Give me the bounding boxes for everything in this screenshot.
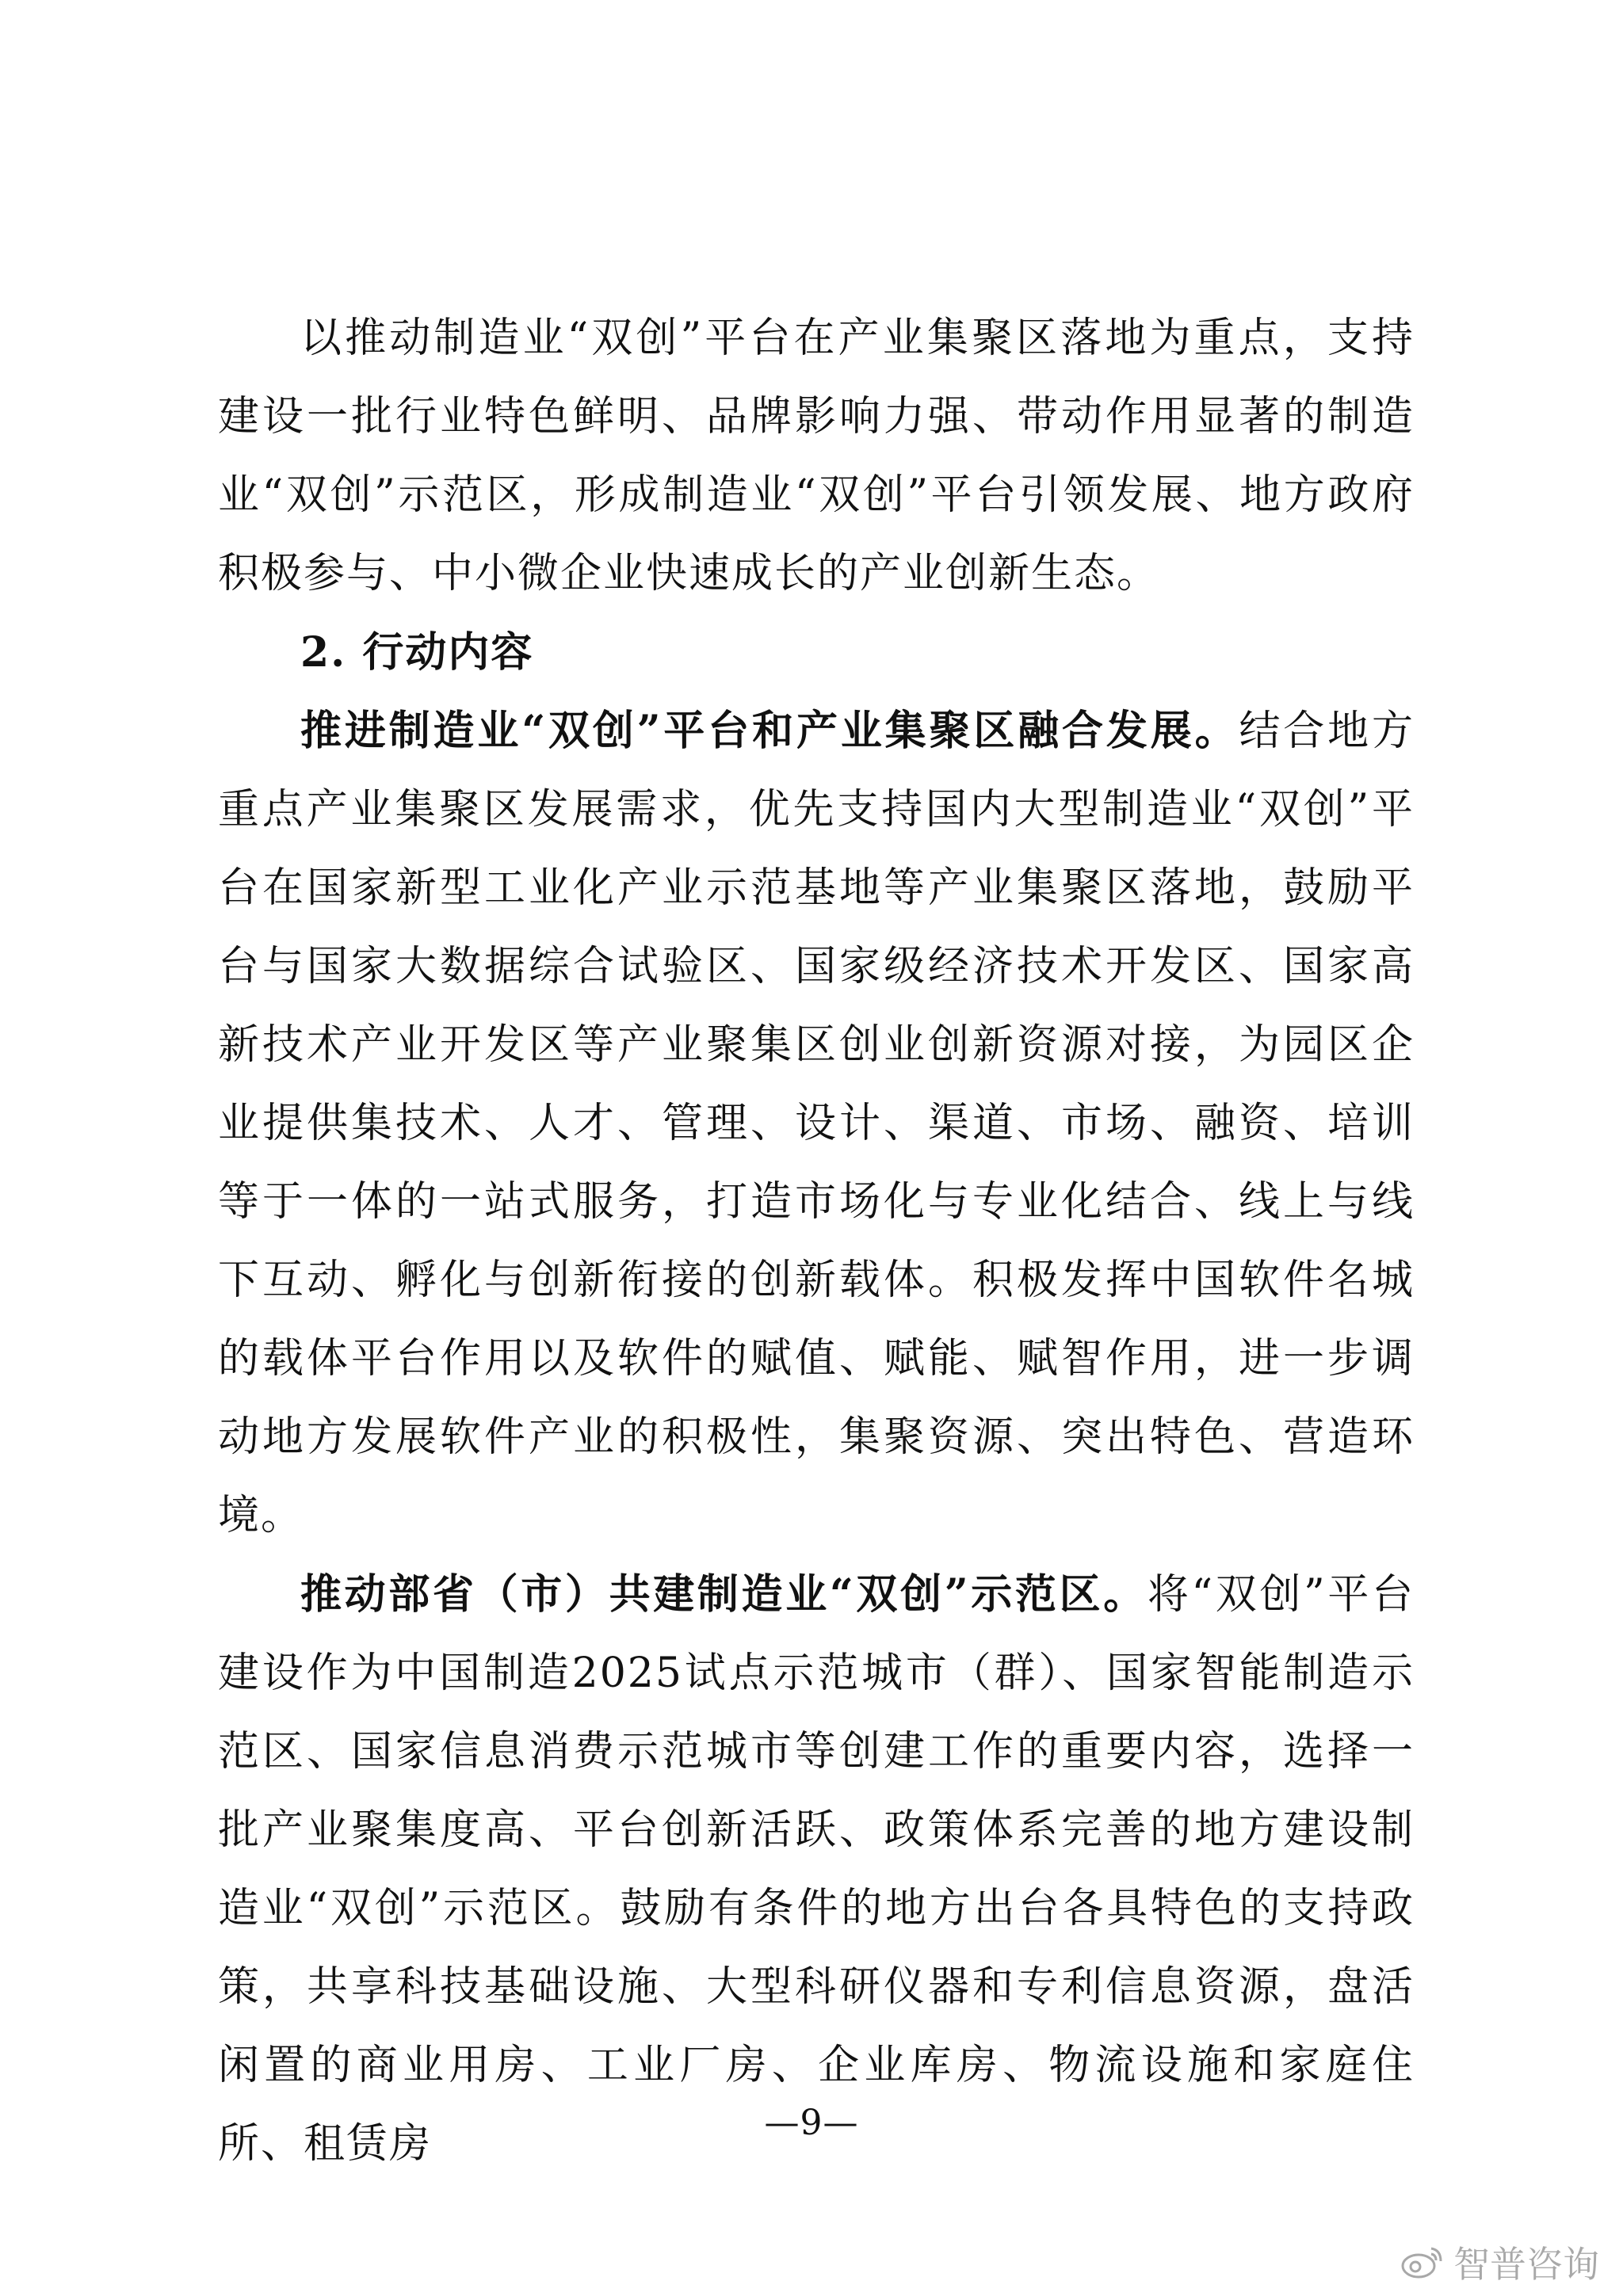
paragraph-integration-text: 结合地方重点产业集聚区发展需求，优先支持国内大型制造业“双创”平台在国家新型工业化产业示范基地等产业集聚区落地，鼓励平台与国家大数据综合试验区、国家级经济技术开发区、国家高新技术产业开发区等产业聚集区创业创新资源对接，为园区企业提供集技术、人才、管理、设计、渠道、市场、融资、培训等于一体的一站式服务，打造市场化与专业化结合、线上与线下互动、孵化与创新衔接的创新载体。积极发挥中国软件名城的载体平台作用以及软件的赋值、赋能、赋智作用，进一步调动地方发展软件产业的积极性，集聚资源、突出特色、营造环境。: [218, 707, 1415, 1539]
paragraph-demonstration-lead: 推动部省（市）共建制造业“双创”示范区。: [300, 1570, 1148, 1619]
watermark: [1400, 2236, 1599, 2288]
paragraph-demonstration: [218, 1555, 1415, 2183]
watermark-text: 智普咨询: [1453, 2243, 1599, 2286]
document-body: [218, 299, 1415, 2183]
paragraph-intro: [218, 299, 1415, 613]
paragraph-intro-text: 以推动制造业“双创”平台在产业集聚区落地为重点，支持建设一批行业特色鲜明、品牌影响力强、带动作用显著的制造业“双创”示范区，形成制造业“双创”平台引领发展、地方政府积极参与、中小微企业快速成长的产业创新生态。: [218, 315, 1415, 597]
paragraph-integration-lead: 推进制造业“双创”平台和产业集聚区融合发展。: [300, 707, 1239, 755]
section-heading: 2. 行动内容: [300, 628, 534, 677]
weibo-icon: [1400, 2244, 1445, 2280]
paragraph-demonstration-text: 将“双创”平台建设作为中国制造2025试点示范城市（群）、国家智能制造示范区、国家信息消费示范城市等创建工作的重要内容，选择一批产业聚集度高、平台创新活跃、政策体系完善的地方建设制造业“双创”示范区。鼓励有条件的地方出台各具特色的支持政策，共享科技基础设施、大型科研仪器和专利信息资源，盘活闲置的商业用房、工业厂房、企业库房、物流设施和家庭住所、租赁房: [218, 1571, 1415, 2168]
paragraph-integration: [218, 692, 1415, 1555]
page-number: —9—: [764, 2103, 859, 2143]
